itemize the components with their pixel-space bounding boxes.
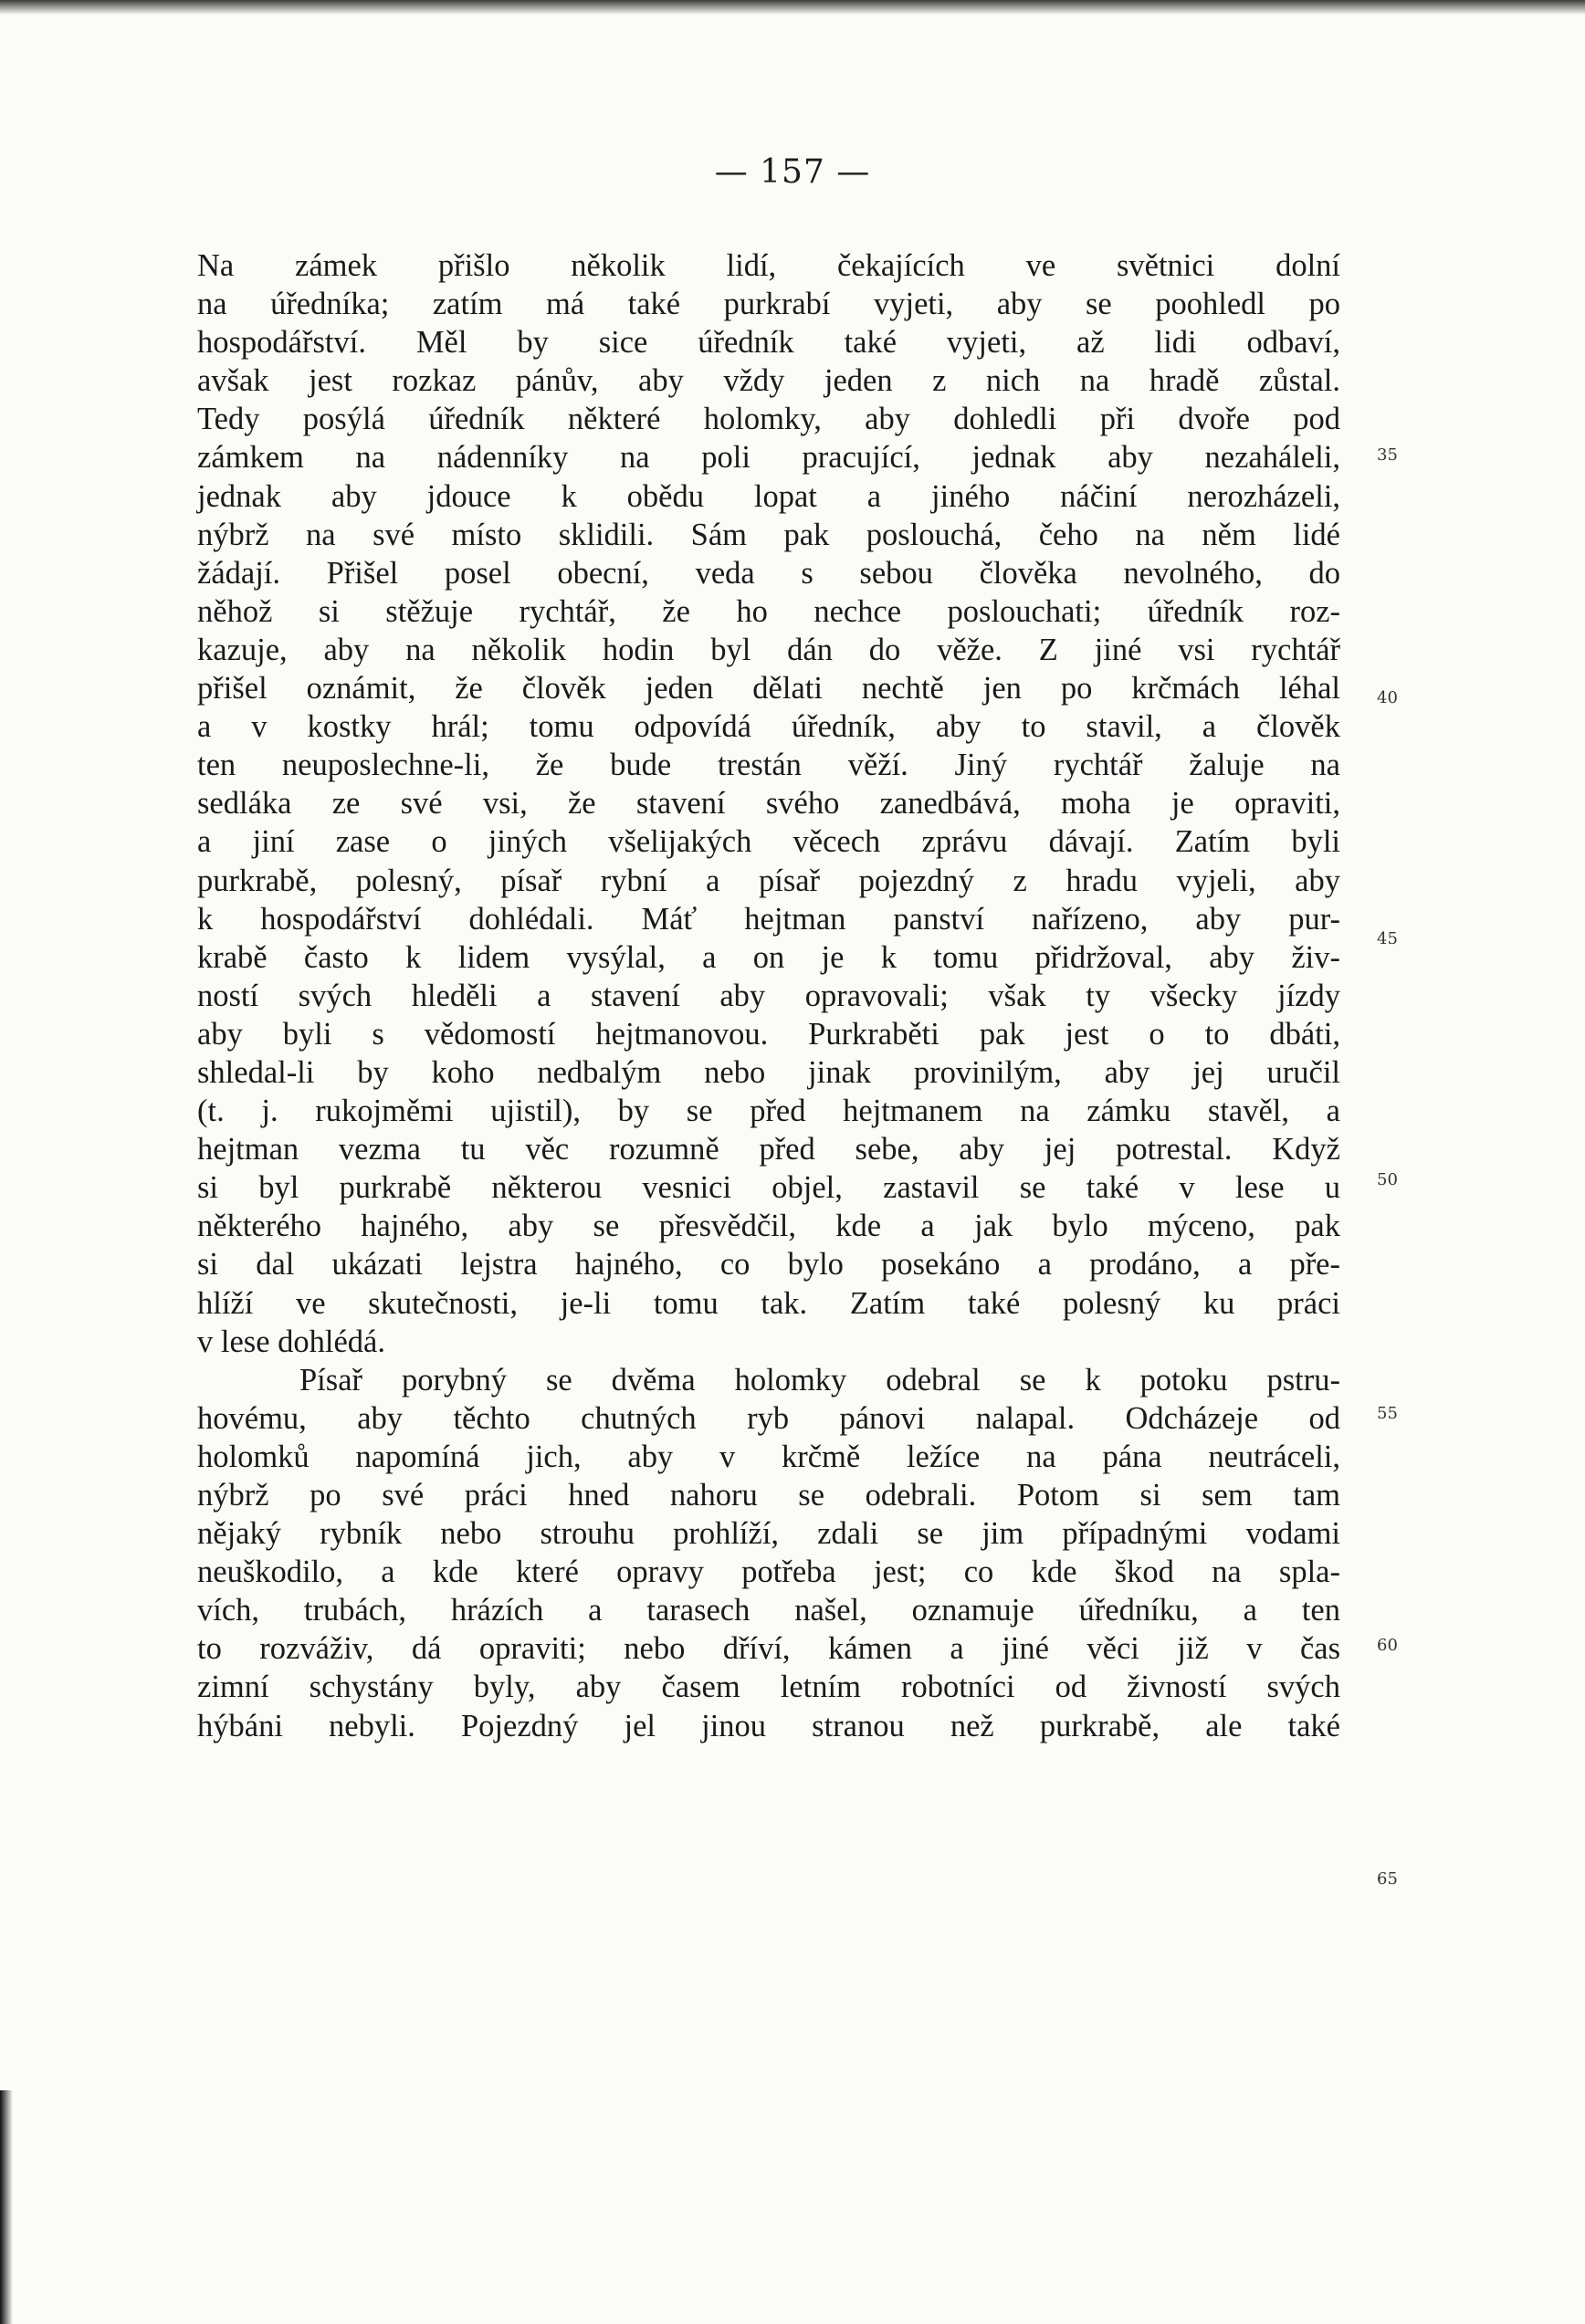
text-line: k hospodářství dohlédali. Máť hejtman panství nařízeno, aby pur- bbox=[197, 901, 1340, 937]
text-line: některého hajného, aby se přesvědčil, kde a jak bylo mýceno, pak bbox=[197, 1209, 1340, 1244]
text-line: něhož si stěžuje rychtář, že ho nechce poslouchati; úředník roz- bbox=[197, 593, 1340, 629]
text-line: na úředníka; zatím má také purkrabí vyjeti, aby se poohledl po bbox=[197, 287, 1340, 322]
text-line: Tedy posýlá úředník některé holomky, aby dohledli při dvoře pod bbox=[197, 402, 1340, 437]
margin-line-number: 55 bbox=[1377, 1404, 1398, 1423]
scan-left-edge bbox=[0, 2090, 13, 2324]
text-line: a jiní zase o jiných všelijakých věcech zprávu dávají. Zatím byli bbox=[197, 824, 1340, 860]
text-line: purkrabě, polesný, písař rybní a písař pojezdný z hradu vyjeli, aby bbox=[197, 863, 1340, 898]
text-line: v lese dohlédá. bbox=[197, 1324, 385, 1359]
scan-top-shadow bbox=[0, 0, 1585, 15]
text-line: jednak aby jdouce k obědu lopat a jiného náčiní nerozházeli, bbox=[197, 478, 1340, 514]
text-line: hovému, aby těchto chutných ryb pánovi nalapal. Odcházeje od bbox=[197, 1400, 1340, 1436]
margin-line-numbers bbox=[1377, 0, 1413, 2324]
paragraph-1 bbox=[197, 246, 1340, 1361]
text-line: to rozváživ, dá opraviti; nebo dříví, kámen a jiné věci již v čas bbox=[197, 1631, 1340, 1667]
text-line: nýbrž po své práci hned nahoru se odebrali. Potom si sem tam bbox=[197, 1478, 1340, 1513]
paragraph-2 bbox=[197, 1361, 1340, 1745]
text-line: přišel oznámit, že člověk jeden dělati nechtě jen po krčmách léhal bbox=[197, 671, 1340, 707]
text-line: sedláka ze své vsi, že stavení svého zanedbává, moha je opraviti, bbox=[197, 786, 1340, 822]
text-line: hlíží ve skutečnosti, je-li tomu tak. Zatím také polesný ku práci bbox=[197, 1285, 1340, 1321]
margin-line-number: 45 bbox=[1377, 929, 1398, 948]
text-line: krabě často k lidem vysýlal, a on je k tomu přidržoval, aby živ- bbox=[197, 939, 1340, 975]
text-line: kazuje, aby na několik hodin byl dán do věže. Z jiné vsi rychtář bbox=[197, 632, 1340, 667]
body-text bbox=[197, 246, 1340, 1745]
text-line: holomků napomíná jich, aby v krčmě ležíce na pána neutráceli, bbox=[197, 1439, 1340, 1474]
text-line: aby byli s vědomostí hejtmanovou. Purkraběti pak jest o to dbáti, bbox=[197, 1016, 1340, 1052]
text-line: nýbrž na své místo sklidili. Sám pak poslouchá, čeho na něm lidé bbox=[197, 517, 1340, 552]
text-line: neuškodilo, a kde které opravy potřeba jest; co kde škod na spla- bbox=[197, 1555, 1340, 1590]
page-number: — 157 — bbox=[714, 153, 871, 191]
margin-line-number: 35 bbox=[1377, 445, 1398, 465]
text-line: shledal-li by koho nedbalým nebo jinak provinilým, aby jej uručil bbox=[197, 1054, 1340, 1090]
margin-line-number: 40 bbox=[1377, 688, 1398, 707]
text-line: (t. j. rukojměmi ujistil), by se před hejtmanem na zámku stavěl, a bbox=[197, 1094, 1340, 1129]
text-line: zimní schystány byly, aby časem letním robotníci od živností svých bbox=[197, 1670, 1340, 1705]
text-line: zámkem na nádenníky na poli pracující, jednak aby nezaháleli, bbox=[197, 440, 1340, 476]
text-line: nějaký rybník nebo strouhu prohlíží, zdali se jim případnými vodami bbox=[197, 1516, 1340, 1552]
text-line: žádají. Přišel posel obecní, veda s sebou člověka nevolného, do bbox=[197, 555, 1340, 591]
text-line: ten neuposlechne-li, že bude trestán věží. Jiný rychtář žaluje na bbox=[197, 748, 1340, 783]
margin-line-number: 65 bbox=[1377, 1869, 1398, 1889]
text-line: hejtman vezma tu věc rozumně před sebe, aby jej potrestal. Když bbox=[197, 1132, 1340, 1167]
text-line: Písař porybný se dvěma holomky odebral se k potoku pstru- bbox=[299, 1362, 1340, 1398]
text-line: vích, trubách, hrázích a tarasech našel, oznamuje úředníku, a ten bbox=[197, 1593, 1340, 1628]
margin-line-number: 50 bbox=[1377, 1170, 1398, 1189]
text-line: Na zámek přišlo několik lidí, čekajících ve světnici dolní bbox=[197, 248, 1340, 283]
text-line: a v kostky hrál; tomu odpovídá úředník, aby to stavil, a člověk bbox=[197, 709, 1340, 745]
text-line: avšak jest rozkaz pánův, aby vždy jeden z nich na hradě zůstal. bbox=[197, 363, 1340, 399]
margin-line-number: 60 bbox=[1377, 1636, 1398, 1655]
text-line: si dal ukázati lejstra hajného, co bylo posekáno a prodáno, a pře- bbox=[197, 1247, 1340, 1282]
text-line: si byl purkrabě některou vesnici objel, zastavil se také v lese u bbox=[197, 1170, 1340, 1206]
text-line: ností svých hleděli a stavení aby opravovali; však ty všecky jízdy bbox=[197, 978, 1340, 1013]
text-line: hýbáni nebyli. Pojezdný jel jinou stranou než purkrabě, ale také bbox=[197, 1708, 1340, 1743]
text-line: hospodářství. Měl by sice úředník také vyjeti, až lidi odbaví, bbox=[197, 325, 1340, 361]
